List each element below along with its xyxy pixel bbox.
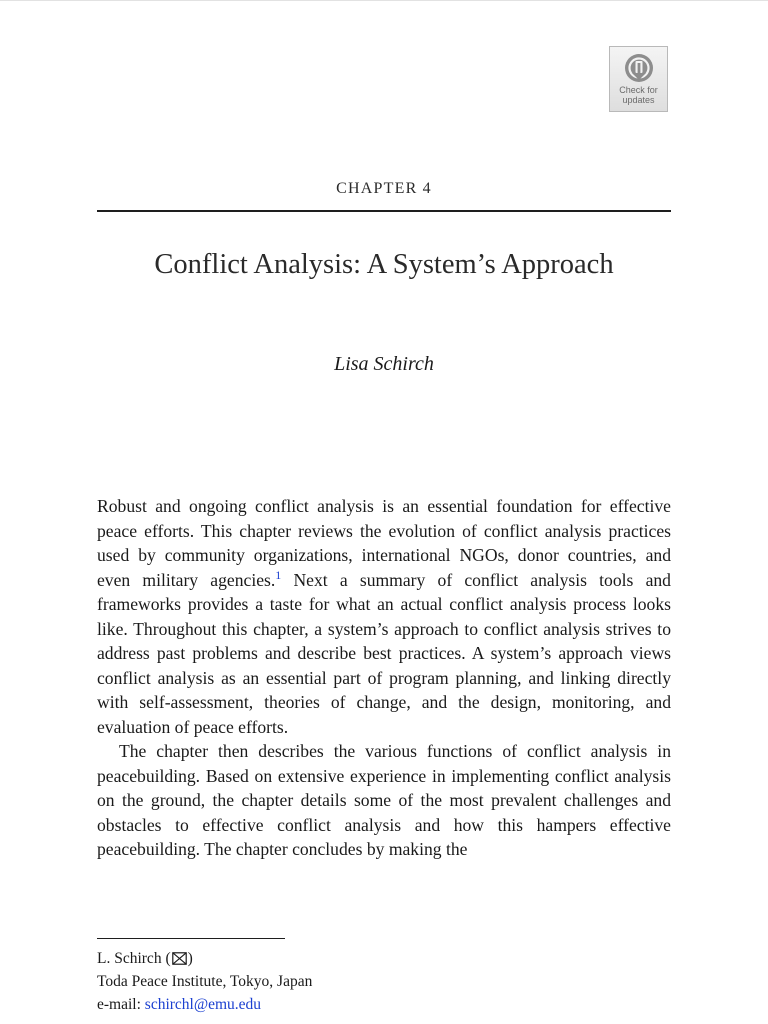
affiliation-author: L. Schirch ( — [97, 950, 171, 967]
email-label: e-mail: — [97, 996, 145, 1013]
chapter-divider — [97, 210, 671, 212]
email-link[interactable]: schirchl@emu.edu — [144, 996, 262, 1013]
paragraph-1-part-2: Next a summary of conflict analysis tools and frameworks provides a taste for what an actual conflict analysis process looks like. Throughout this chapter, a system’s approach to conflict analysis strives to address past problems and describe best practices. A system’s approach views conflict analysis as an essential part of program planning, and linking directly with self-assessment, theories of change, and the design, monitoring, and evaluation of peace efforts. — [97, 569, 671, 737]
chapter-number: CHAPTER 4 — [336, 180, 432, 197]
badge-label-line1: Check for — [619, 85, 658, 95]
affiliation-email-line — [97, 993, 312, 1016]
footnote-reference-link[interactable]: 1 — [275, 567, 282, 582]
author-name: Lisa Schirch — [334, 353, 434, 375]
affiliation-name-line — [97, 947, 312, 970]
badge-label-line2: updates — [622, 95, 655, 105]
affiliation-institution: Toda Peace Institute, Tokyo, Japan — [97, 973, 313, 990]
affiliation-author-close: ) — [187, 950, 193, 967]
page-top-edge — [0, 0, 768, 1]
check-for-updates-badge[interactable] — [609, 46, 668, 112]
body-text — [97, 494, 671, 862]
envelope-icon — [172, 952, 187, 965]
paragraph-1 — [97, 494, 671, 739]
author-affiliation — [97, 947, 312, 1016]
paragraph-1-part-1: Robust and ongoing conflict analysis is an essential foundation for effective peace efforts. This chapter reviews the evolution of conflict analysis practices used by community organizations, international NGOs, donor countries, and even military agencies. — [97, 496, 671, 590]
paragraph-2: The chapter then describes the various functions of conflict analysis in peacebuilding. Based on extensive experience in implementing conflict analysis on the ground, the chapter details some of the most prevalent challenges and obstacles to effective conflict analysis and how this hampers effective peacebuilding. The chapter concludes by making the — [97, 741, 671, 859]
footnote-divider — [97, 938, 285, 939]
chapter-title: Conflict Analysis: A System’s Approach — [154, 249, 614, 280]
check-for-updates-icon — [624, 53, 654, 83]
